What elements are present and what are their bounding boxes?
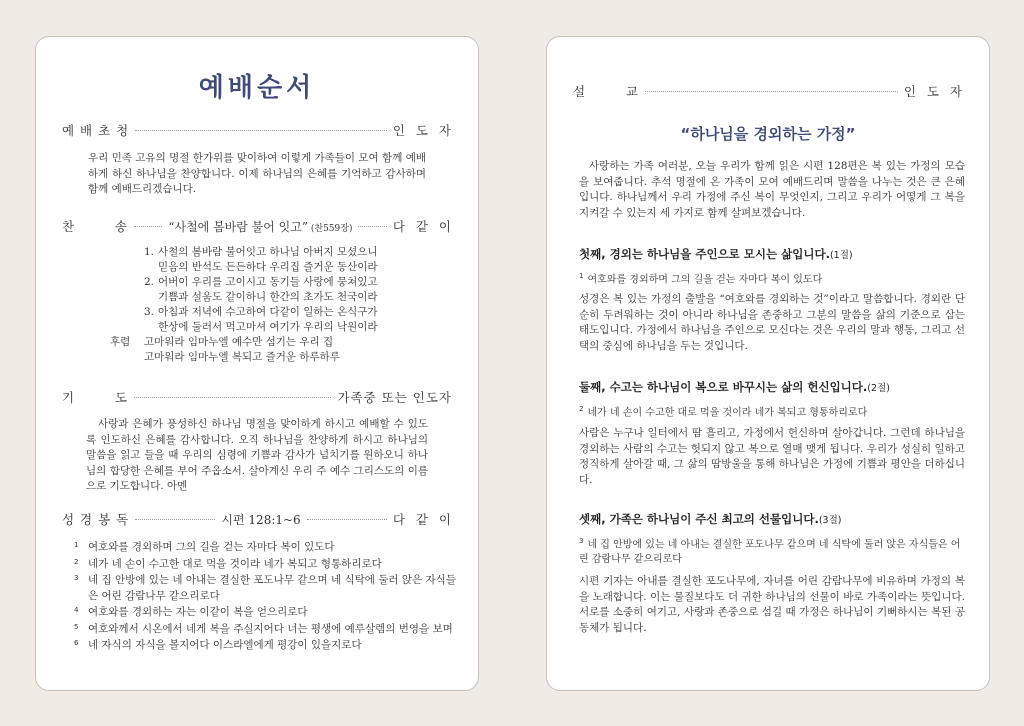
dotted-leader bbox=[307, 519, 387, 520]
order-leader: 가족중 또는 인도자 bbox=[337, 390, 452, 405]
order-sermon bbox=[573, 82, 963, 100]
order-label: 예 배 초 청 bbox=[62, 123, 130, 138]
order-call-to-worship bbox=[62, 121, 452, 139]
hymn-lyrics bbox=[110, 245, 458, 365]
sermon-point-body: 시편 기자는 아내를 결실한 포도나무에, 자녀를 어린 감람나무에 비유하며 가정의 복을 노래합니다. 이는 물질보다도 더 귀한 하나님의 선물이 바로 가족이라는 뜻입니다. 서로를 소중히 여기고, 사랑과 존중으로 섬길 때 가정은 하나님이 기뻐하시는 복된 공동체가 됩니다. bbox=[579, 575, 965, 634]
sermon-point-verse: $^2$ 네가 네 손이 수고한 대로 먹을 것이라 네가 복되고 형통하리로다 bbox=[579, 405, 868, 419]
order-hymn bbox=[62, 217, 452, 235]
scripture-verse: 1 여호와를 경외하며 그의 길을 걷는 자마다 복이 있도다 bbox=[74, 541, 335, 553]
dotted-leader bbox=[135, 130, 387, 131]
scripture-text bbox=[74, 540, 456, 655]
dotted-leader bbox=[645, 91, 898, 92]
dotted-leader bbox=[358, 226, 386, 227]
verse-line: 기쁨과 설움도 같이하니 한간의 초가도 천국이라 bbox=[158, 291, 378, 303]
refrain-line: 고마워라 임마누엘 복되고 즐거운 하루하루 bbox=[144, 351, 340, 363]
order-prayer bbox=[62, 388, 452, 406]
scripture-reference: 시편 128:1~6 bbox=[221, 512, 301, 527]
sermon-title: “하나님을 경외하는 가정” bbox=[680, 125, 856, 143]
scripture-verse: 3 네 집 안방에 있는 네 아내는 결실한 포도나무 같으며 네 식탁에 둘러 앉은 자식들은 어린 감람나무 같으리로다 bbox=[74, 574, 456, 602]
scripture-verse: 6 네 자식의 자식을 볼지어다 이스라엘에게 평강이 있을지로다 bbox=[74, 639, 362, 651]
refrain-line: 고마워라 임마누엘 예수만 섬기는 우리 집 bbox=[144, 336, 334, 348]
hymn-title: “사철에 봄바람 불어 잇고” (찬559장) bbox=[168, 219, 353, 234]
right-page bbox=[546, 36, 990, 691]
order-leader: 인 도 자 bbox=[392, 123, 452, 138]
order-scripture-reading bbox=[62, 510, 452, 528]
page-title: 예배순서 bbox=[198, 73, 316, 103]
sermon-intro: 사랑하는 가족 여러분, 오늘 우리가 함께 읽은 시편 128편은 복 있는 가정의 모습을 보여줍니다. 추석 명절에 온 가족이 모여 예배드리며 말씀을 나누는 것은 큰 은혜입니다. 하나님께서 우리 가정에 주신 복이 무엇인지, 그리고 우리가 어떻게 그 복을 지켜갈 수 있는지 세 가지로 함께 살펴보겠습니다. bbox=[579, 160, 965, 219]
order-label: 설 교 bbox=[573, 84, 639, 99]
scripture-verse: 4 여호와를 경외하는 자는 이같이 복을 얻으리로다 bbox=[74, 606, 308, 618]
verse-line: 한상에 둘러서 먹고마셔 여기가 우리의 낙원이라 bbox=[158, 321, 378, 333]
order-label: 찬 송 bbox=[62, 219, 128, 234]
sermon-point-verse: $^1$ 여호와를 경외하며 그의 길을 걷는 자마다 복이 있도다 bbox=[579, 272, 823, 286]
dotted-leader bbox=[135, 519, 215, 520]
hymn-refrain bbox=[110, 335, 458, 365]
sermon-point-heading: 둘째, 수고는 하나님이 복으로 바꾸시는 삶의 헌신입니다.(2절) bbox=[579, 380, 890, 394]
hymn-verse bbox=[132, 275, 458, 305]
scripture-verse: 2 네가 네 손이 수고한 대로 먹을 것이라 네가 복되고 형통하리로다 bbox=[74, 557, 382, 570]
refrain-label: 후렴 bbox=[110, 336, 131, 348]
verse-number: 3. bbox=[143, 306, 154, 318]
sermon-point-body: 사람은 누구나 일터에서 땀 흘리고, 가정에서 헌신하며 살아갑니다. 그런데 하나님을 경외하는 사람의 수고는 헛되지 않고 복으로 열매 맺게 됩니다. 우리가 성실히 일하고 정직하게 살아갈 때, 그 삶의 땀방울을 통해 하나님은 가정에 기쁨과 평안을 더하십니다. bbox=[579, 427, 965, 486]
verse-line: 믿음의 반석도 든든하다 우리집 즐거운 동산이라 bbox=[158, 261, 378, 273]
hymn-verse bbox=[132, 245, 458, 275]
scripture-verse: 5 여호와께서 시온에서 네게 복을 주실지어다 너는 평생에 예루살렘의 번영을 보며 bbox=[74, 622, 453, 635]
dotted-leader bbox=[134, 397, 332, 398]
sermon-point-heading: 첫째, 경외는 하나님을 주인으로 모시는 삶입니다.(1절) bbox=[579, 247, 853, 261]
verse-line: 어버이 우리를 고이시고 동기들 사랑에 뭉쳐있고 bbox=[158, 276, 378, 288]
left-page bbox=[35, 36, 479, 691]
order-leader: 인 도 자 bbox=[903, 84, 963, 99]
verse-line: 아침과 저녁에 수고하여 다같이 일하는 온식구가 bbox=[158, 306, 378, 318]
order-label: 성 경 봉 독 bbox=[62, 512, 130, 527]
order-leader: 다 같 이 bbox=[392, 219, 452, 234]
verse-number: 1. bbox=[143, 246, 154, 258]
verse-line: 사철의 봄바람 불어잇고 하나님 아버지 모셨으니 bbox=[158, 246, 378, 258]
order-leader: 다 같 이 bbox=[392, 512, 453, 527]
dotted-leader bbox=[134, 226, 162, 227]
sermon-point-body: 성경은 복 있는 가정의 출발을 “여호와를 경외하는 것”이라고 말씀합니다. 경외란 단순히 두려워하는 것이 아니라 하나님을 존중하고 그분의 말씀을 삶의 기준으로 삼는 태도입니다. 가정에서 하나님을 주인으로 모신다는 것은 우리의 말과 행동, 그리고 선택의 중심에 하나님을 두는 것입니다. bbox=[579, 293, 965, 352]
sermon-point-verse: $^3$ 네 집 안방에 있는 네 아내는 결실한 포도나무 같으며 네 식탁에 둘러 앉은 자식들은 어린 감람나무 같으리로다 bbox=[579, 537, 961, 566]
call-to-worship-text: 우리 민족 고유의 명절 한가위를 맞이하여 이렇게 가족들이 모여 함께 예배하게 하신 하나님을 찬양합니다. 이제 하나님의 은혜를 기억하고 감사하며 함께 예배드리겠습니다. bbox=[88, 152, 426, 195]
order-label: 기 도 bbox=[62, 390, 128, 405]
hymn-verse bbox=[132, 305, 458, 335]
sermon-point-heading: 셋째, 가족은 하나님이 주신 최고의 선물입니다.(3절) bbox=[579, 512, 842, 526]
verse-number: 2. bbox=[143, 276, 154, 288]
prayer-text: 사랑과 은혜가 풍성하신 하나님 명절을 맞이하게 하시고 예배할 수 있도록 인도하신 은혜를 감사합니다. 오직 하나님을 찬양하게 하시고 하나님의 말씀을 읽고 들을 때 우리의 심령에 기쁨과 감사가 넘치기를 원하오니 하나님의 합당한 은혜를 부어 주옵소서. 살아계신 우리 주 예수 그리스도의 이름으로 기도합니다. 아멘 bbox=[86, 418, 428, 492]
